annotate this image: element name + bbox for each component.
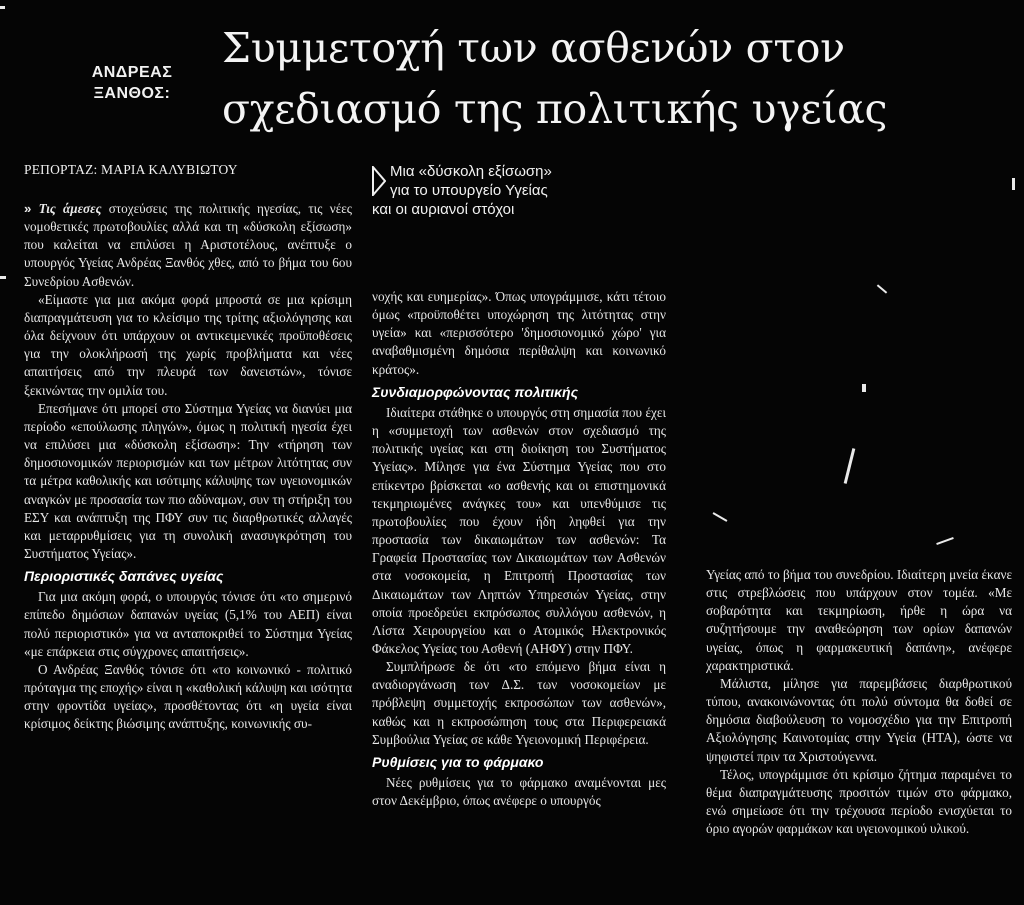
paragraph: νοχής και ευημερίας». Όπως υπογράμμισε, κάτι τέτοιο όμως «προϋποθέτει υποχώρηση της λιτότητας στην υγεία» και «περισσότερο 'δημοσιονομικό χώρο' για αναβαθμισμένη δημόσια περίθαλψη και κοινωνικό κράτος».	[372, 289, 666, 377]
subheading: Περιοριστικές δαπάνες υγείας	[24, 568, 224, 585]
pull-quote-line1: Μια «δύσκολη εξίσωση»	[390, 163, 552, 180]
paragraph: Μάλιστα, μίλησε για παρεμβάσεις διαρθρωτικού τύπου, ανακοινώνοντας ότι πολύ σύντομα θα δοθεί σε δημόσια διαβούλευση το νομοσχέδιο για την Επιτροπή Αξιολόγησης Καινοτομίας στην Υγεία (HTA), ώστε να ψηφιστεί πριν τα Χριστούγεννα.	[706, 675, 1012, 764]
pull-quote-line2: για το υπουργείο Υγείας	[390, 182, 548, 199]
author-name-line1: ΑΝΔΡΕΑΣ	[91, 64, 173, 81]
paragraph: Για μια ακόμη φορά, ο υπουργός τόνισε ότι «το σημερινό επίπεδο δημόσιων δαπανών υγείας (5,1% του ΑΕΠ) είναι πολύ περιοριστικό» για να ανταποκριθεί το Σύστημα Υγείας «με επάρκεια στις σύγχρονες απαιτήσεις».	[24, 589, 352, 659]
article-headline	[222, 18, 1012, 140]
lead-marker: »	[24, 201, 32, 216]
paragraph: Επεσήμανε ότι μπορεί στο Σύστημα Υγείας να διανύει μια περίοδο «επούλωσης πληγών», όμως η πολιτική ηγεσία έχει να επιλύσει μια «δύσκολη εξίσωση»: Την «τήρηση των δημοσιονομικών περιορισμών και των μέτρων λιτότητας συν τα μέτρα καθολικής και ισότιμης κάλυψης των υγειονομικών αναγκών με προσασία των πιο αδύναμων, συν τη στήριξη του ΕΣΥ και ανάπτυξη της ΠΦΥ συν τις διαρθρωτικές αλλαγές και μεταρρυθμίσεις για τη συνολική ανασυγκρότηση του Συστήματος Υγείας».	[24, 400, 352, 561]
scan-speck	[0, 276, 6, 279]
scan-speck	[936, 537, 954, 545]
article-column-2	[372, 288, 666, 810]
scan-speck	[862, 384, 866, 392]
author-name-line2: ΞΑΝΘΟΣ:	[93, 85, 171, 102]
paragraph: Ιδιαίτερα στάθηκε ο υπουργός στη σημασία που έχει η «συμμετοχή των ασθενών στον σχεδιασμό της πολιτικής υγείας και στη διοίκηση του Συστήματος Υγείας». Μίλησε για ένα Σύστημα Υγείας που στο επίκεντρο βρίσκεται «ο ασθενής και οι επιστημονικά τεκμηριωμένες ανάγκες του» και υπενθύμισε τις πρωτοβουλίες που έχουν ήδη ληφθεί για την προστασία των δικαιωμάτων των ασθενών: Τα Γραφεία Προστασίας των Δικαιωμάτων των Ασθενών στα νοσοκομεία, η Επιτροπή Προστασίας των Δικαιωμάτων των Ληπτών Υπηρεσιών Υγείας, στην οποία προεδρεύει εκπρόσωπος συλλόγου ασθενών, η Λίστα Χειρουργείου και ο Ατομικός Ηλεκτρονικός Φάκελος Υγείας του Ασθενή (ΑΗΦΥ) στην ΠΦΥ.	[372, 404, 666, 656]
scan-speck	[844, 448, 856, 484]
lead-paragraph	[24, 200, 352, 291]
reporter-credit: ΡΕΠΟΡΤΑΖ: ΜΑΡΙΑ ΚΑΛΥΒΙΩΤΟΥ	[24, 162, 238, 177]
paragraph: Τέλος, υπογράμμισε ότι κρίσιμο ζήτημα παραμένει το θέμα διαπραγμάτευσης προσιτών τιμών στο φάρμακο, ενώ σημείωσε ότι την τρέχουσα περίοδο ενισχύεται το όριο αγορών φαρμάκων και υγειονομικού υλικού.	[706, 766, 1012, 837]
scan-speck	[713, 512, 728, 522]
pull-quote	[372, 162, 662, 219]
headline-line1: Συμμετοχή των ασθενών στον	[222, 24, 845, 72]
subheading: Ρυθμίσεις για το φάρμακο	[372, 753, 544, 770]
article-column-3	[706, 566, 1012, 838]
pull-quote-line3: και οι αυριανοί στόχοι	[372, 201, 515, 218]
paragraph: Συμπλήρωσε δε ότι «το επόμενο βήμα είναι η αναδιοργάνωση των Δ.Σ. των νοσοκομείων με πρόβλεψη συμμετοχής εκπροσώπων των ασθενών», καθώς και η εκπροσώπηση τους στα Περιφερειακά Συμβούλια Υγείας σε κάθε Υγειονομική Περιφέρεια.	[372, 659, 666, 747]
paragraph: «Είμαστε για μια ακόμα φορά μπροστά σε μια κρίσιμη διαπραγμάτευση για το κλείσιμο της τρίτης αξιολόγησης και όλα δείχνουν ότι υπάρχουν οι αντικειμενικές προϋποθέσεις για την ολοκλήρωσή της χωρίς προβλήματα και νέες απαιτήσεις από την πλευρά των δανειστών», τόνισε ξεκινώντας την ομιλία του.	[24, 291, 352, 398]
paragraph: Νέες ρυθμίσεις για το φάρμακο αναμένονται μες στον Δεκέμβριο, όπως ανέφερε ο υπουργός	[372, 775, 666, 809]
triangle-arrow-icon	[372, 166, 386, 196]
article-column-1	[24, 200, 352, 734]
scan-speck	[0, 6, 5, 9]
scan-speck	[1012, 178, 1015, 190]
author-name	[62, 62, 202, 104]
scan-speck	[877, 284, 887, 293]
paragraph: Υγείας από το βήμα του συνεδρίου. Ιδιαίτερη μνεία έκανε στις στρεβλώσεις που υπάρχουν στον τομέα. «Με σοβαρότητα και τεκμηρίωση, ήρθε η ώρα να συζητήσουμε την αναθεώρηση των ορίων δαπανών υγείας, όπως η φαρμακευτική δαπάνη», ανέφερε χαρακτηριστικά.	[706, 567, 1012, 673]
headline-line2: σχεδιασμό της πολιτικής υγείας	[222, 85, 888, 133]
lead-bold-text: Τις άμεσες	[38, 201, 102, 216]
lead-text: στοχεύσεις της πολιτικής ηγεσίας, τις νέες νομοθετικές πρωτοβουλίες αλλά και τη «δύσκολη εξίσωση» που καλείται να επιλύσει η Αριστοτέλους, ανέπτυξε ο υπουργός Υγείας Ανδρέας Ξανθός χθες, από το βήμα του 6ου Συνεδρίου Ασθενών.	[24, 201, 352, 289]
subheading: Συνδιαμορφώνοντας πολιτικής	[372, 383, 579, 400]
paragraph: Ο Ανδρέας Ξανθός τόνισε ότι «το κοινωνικό - πολιτικό πρόταγμα της εποχής» είναι η «καθολική κάλυψη και ισότητα στην φροντίδα υγείας», προσθέτοντας ότι «η υγεία είναι κρίσιμος δείκτης βιώσιμης ανάπτυξης, κοινωνικής συ-	[24, 661, 352, 732]
